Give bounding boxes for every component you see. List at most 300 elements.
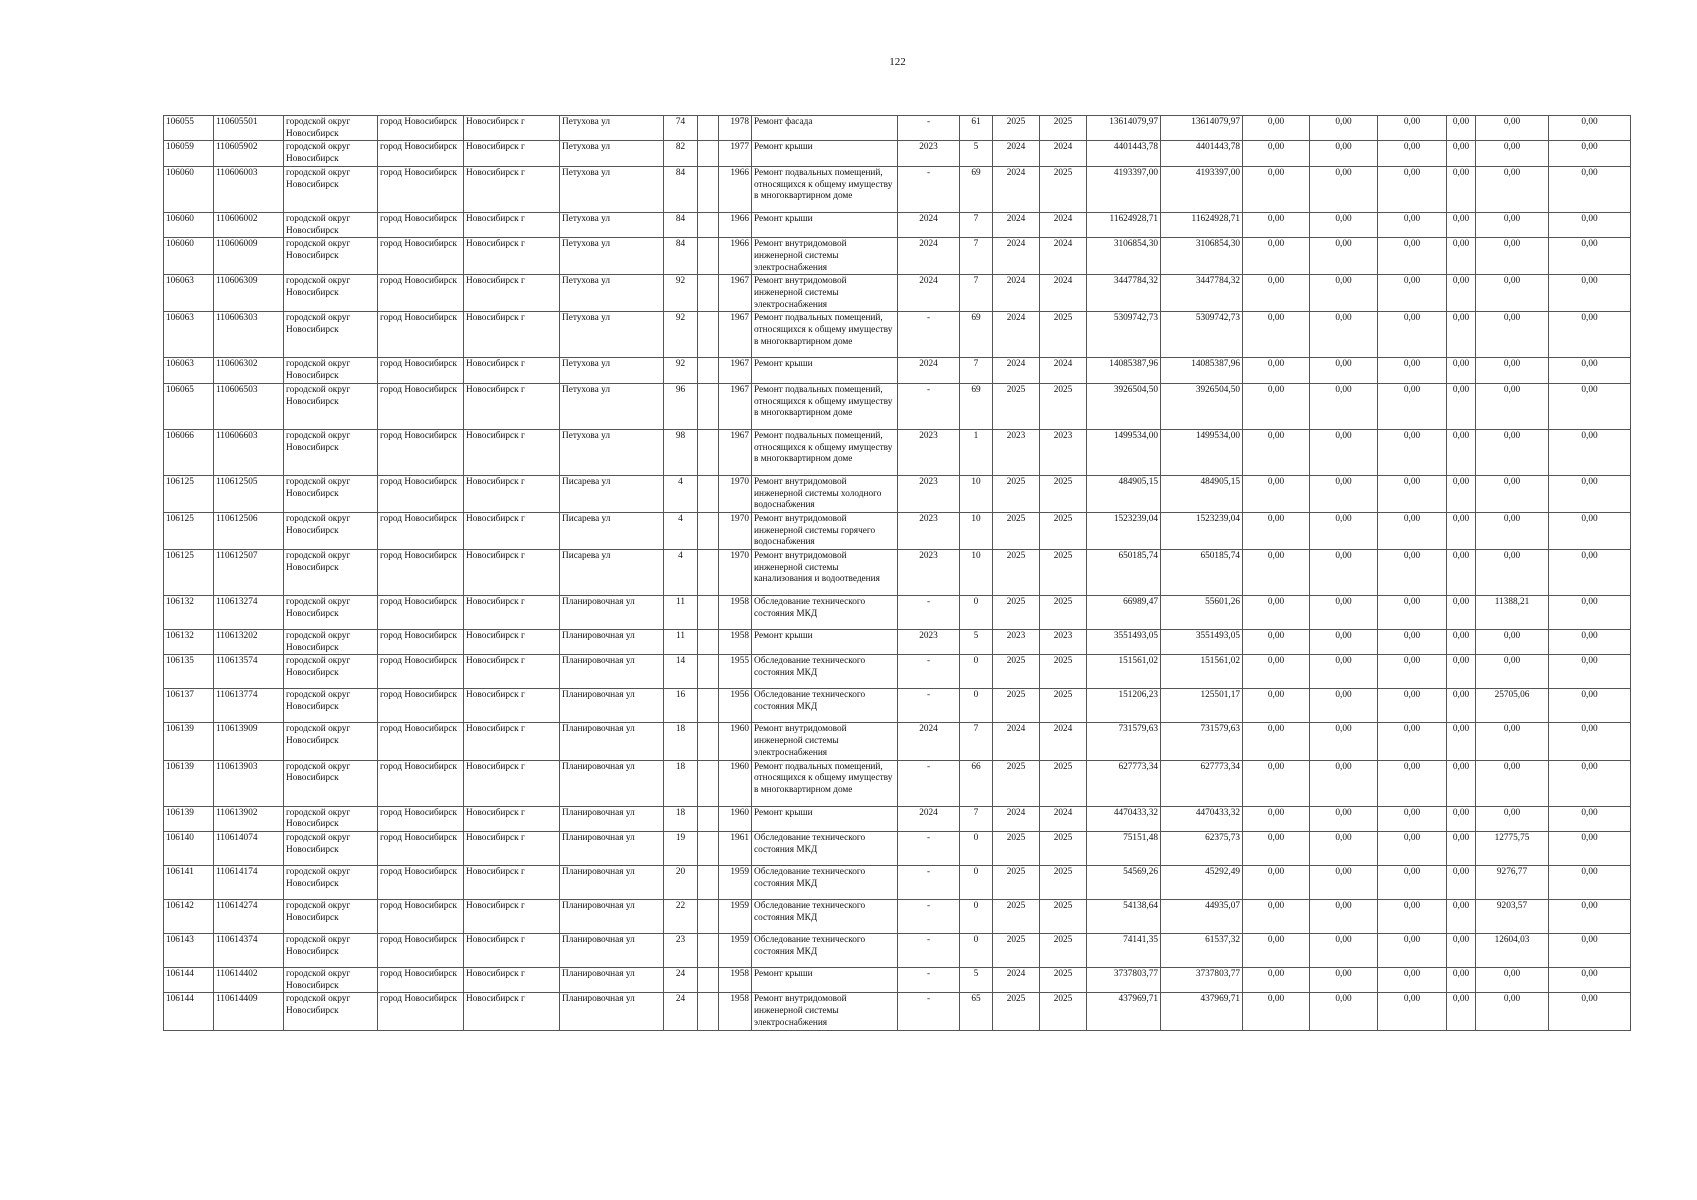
federal-cost-cell: 0,00 xyxy=(1243,238,1310,275)
municipality-cell: городской округ Новосибирск xyxy=(284,899,378,933)
table-row xyxy=(164,383,1631,429)
regional-cost-cell: 0,00 xyxy=(1310,630,1378,655)
street-cell: Планировочная ул xyxy=(560,967,664,992)
building-cell xyxy=(698,806,719,831)
federal-cost-cell: 0,00 xyxy=(1243,166,1310,212)
extra-cost-cell: 0,00 xyxy=(1549,596,1631,630)
work-id-cell: 110605902 xyxy=(214,141,284,166)
work-type-cell: Ремонт внутридомовой инженерной системы горячего водоснабжения xyxy=(752,512,898,549)
fund-cost-cell: 627773,34 xyxy=(1161,760,1243,806)
table-row xyxy=(164,630,1631,655)
start-year-cell: 2025 xyxy=(993,899,1040,933)
start-year-cell: 2025 xyxy=(993,993,1040,1030)
start-year-cell: 2024 xyxy=(993,238,1040,275)
regional-cost-cell: 0,00 xyxy=(1310,475,1378,512)
work-type-cell: Ремонт крыши xyxy=(752,806,898,831)
other-cost-cell: 0,00 xyxy=(1447,723,1476,760)
municipality-cell: городской округ Новосибирск xyxy=(284,806,378,831)
work-id-cell: 110613202 xyxy=(214,630,284,655)
end-year-cell: 2025 xyxy=(1040,596,1087,630)
local-cost-cell: 0,00 xyxy=(1378,475,1447,512)
house-number-cell: 4 xyxy=(664,512,698,549)
regional-cost-cell: 0,00 xyxy=(1310,993,1378,1030)
municipality-cell: городской округ Новосибирск xyxy=(284,141,378,166)
table-row xyxy=(164,275,1631,312)
start-year-cell: 2024 xyxy=(993,312,1040,358)
year-built-cell: 1967 xyxy=(719,275,752,312)
extra-cost-cell: 0,00 xyxy=(1549,141,1631,166)
table-row xyxy=(164,596,1631,630)
year-built-cell: 1966 xyxy=(719,212,752,237)
street-cell: Петухова ул xyxy=(560,429,664,475)
house-id-cell: 106139 xyxy=(164,806,214,831)
settlement-cell: город Новосибирск xyxy=(378,429,464,475)
work-type-cell: Ремонт внутридомовой инженерной системы канализования и водоотведения xyxy=(752,550,898,596)
other-cost-cell: 0,00 xyxy=(1447,689,1476,723)
building-cell xyxy=(698,689,719,723)
end-year-cell: 2024 xyxy=(1040,212,1087,237)
municipality-cell: городской округ Новосибирск xyxy=(284,512,378,549)
other-cost-cell: 0,00 xyxy=(1447,275,1476,312)
settlement-cell: город Новосибирск xyxy=(378,967,464,992)
fund-cost-cell: 4401443,78 xyxy=(1161,141,1243,166)
building-cell xyxy=(698,116,719,141)
owner-cost-cell: 0,00 xyxy=(1476,275,1549,312)
street-cell: Петухова ул xyxy=(560,358,664,383)
house-number-cell: 18 xyxy=(664,760,698,806)
end-year-cell: 2025 xyxy=(1040,383,1087,429)
year-built-cell: 1967 xyxy=(719,358,752,383)
work-type-cell: Обследование технического состояния МКД xyxy=(752,831,898,865)
table-row xyxy=(164,238,1631,275)
regional-cost-cell: 0,00 xyxy=(1310,212,1378,237)
wear-percent-cell: 69 xyxy=(960,312,993,358)
locality-cell: Новосибирск г xyxy=(464,275,560,312)
table-row xyxy=(164,429,1631,475)
wear-percent-cell: 5 xyxy=(960,967,993,992)
federal-cost-cell: 0,00 xyxy=(1243,429,1310,475)
owner-cost-cell: 0,00 xyxy=(1476,806,1549,831)
local-cost-cell: 0,00 xyxy=(1378,383,1447,429)
fund-cost-cell: 3926504,50 xyxy=(1161,383,1243,429)
table-body xyxy=(164,116,1631,1031)
regional-cost-cell: 0,00 xyxy=(1310,831,1378,865)
work-id-cell: 110614409 xyxy=(214,993,284,1030)
federal-cost-cell: 0,00 xyxy=(1243,993,1310,1030)
regional-cost-cell: 0,00 xyxy=(1310,141,1378,166)
house-id-cell: 106065 xyxy=(164,383,214,429)
start-year-cell: 2025 xyxy=(993,865,1040,899)
building-cell xyxy=(698,831,719,865)
other-cost-cell: 0,00 xyxy=(1447,630,1476,655)
extra-cost-cell: 0,00 xyxy=(1549,358,1631,383)
municipality-cell: городской округ Новосибирск xyxy=(284,429,378,475)
total-cost-cell: 4401443,78 xyxy=(1087,141,1161,166)
start-year-cell: 2025 xyxy=(993,689,1040,723)
last-repair-year-cell: 2024 xyxy=(898,275,960,312)
work-id-cell: 110614074 xyxy=(214,831,284,865)
house-number-cell: 96 xyxy=(664,383,698,429)
extra-cost-cell: 0,00 xyxy=(1549,312,1631,358)
owner-cost-cell: 0,00 xyxy=(1476,358,1549,383)
federal-cost-cell: 0,00 xyxy=(1243,899,1310,933)
total-cost-cell: 484905,15 xyxy=(1087,475,1161,512)
house-id-cell: 106055 xyxy=(164,116,214,141)
work-id-cell: 110606003 xyxy=(214,166,284,212)
settlement-cell: город Новосибирск xyxy=(378,312,464,358)
extra-cost-cell: 0,00 xyxy=(1549,899,1631,933)
municipality-cell: городской округ Новосибирск xyxy=(284,475,378,512)
extra-cost-cell: 0,00 xyxy=(1549,475,1631,512)
end-year-cell: 2024 xyxy=(1040,358,1087,383)
municipality-cell: городской округ Новосибирск xyxy=(284,550,378,596)
total-cost-cell: 11624928,71 xyxy=(1087,212,1161,237)
end-year-cell: 2025 xyxy=(1040,865,1087,899)
building-cell xyxy=(698,166,719,212)
year-built-cell: 1960 xyxy=(719,760,752,806)
total-cost-cell: 650185,74 xyxy=(1087,550,1161,596)
regional-cost-cell: 0,00 xyxy=(1310,312,1378,358)
owner-cost-cell: 0,00 xyxy=(1476,475,1549,512)
owner-cost-cell: 0,00 xyxy=(1476,512,1549,549)
table-row xyxy=(164,116,1631,141)
end-year-cell: 2023 xyxy=(1040,429,1087,475)
federal-cost-cell: 0,00 xyxy=(1243,865,1310,899)
building-cell xyxy=(698,655,719,689)
total-cost-cell: 54138,64 xyxy=(1087,899,1161,933)
wear-percent-cell: 7 xyxy=(960,806,993,831)
federal-cost-cell: 0,00 xyxy=(1243,212,1310,237)
table-row xyxy=(164,933,1631,967)
extra-cost-cell: 0,00 xyxy=(1549,831,1631,865)
settlement-cell: город Новосибирск xyxy=(378,865,464,899)
municipality-cell: городской округ Новосибирск xyxy=(284,865,378,899)
start-year-cell: 2025 xyxy=(993,655,1040,689)
fund-cost-cell: 1523239,04 xyxy=(1161,512,1243,549)
end-year-cell: 2024 xyxy=(1040,723,1087,760)
settlement-cell: город Новосибирск xyxy=(378,512,464,549)
house-number-cell: 19 xyxy=(664,831,698,865)
owner-cost-cell: 0,00 xyxy=(1476,116,1549,141)
other-cost-cell: 0,00 xyxy=(1447,475,1476,512)
end-year-cell: 2025 xyxy=(1040,760,1087,806)
table-row xyxy=(164,865,1631,899)
street-cell: Планировочная ул xyxy=(560,596,664,630)
settlement-cell: город Новосибирск xyxy=(378,993,464,1030)
fund-cost-cell: 731579,63 xyxy=(1161,723,1243,760)
building-cell xyxy=(698,967,719,992)
total-cost-cell: 3737803,77 xyxy=(1087,967,1161,992)
year-built-cell: 1978 xyxy=(719,116,752,141)
locality-cell: Новосибирск г xyxy=(464,358,560,383)
fund-cost-cell: 4470433,32 xyxy=(1161,806,1243,831)
building-cell xyxy=(698,212,719,237)
table-row xyxy=(164,475,1631,512)
work-id-cell: 110606009 xyxy=(214,238,284,275)
settlement-cell: город Новосибирск xyxy=(378,141,464,166)
building-cell xyxy=(698,141,719,166)
locality-cell: Новосибирск г xyxy=(464,967,560,992)
house-id-cell: 106063 xyxy=(164,275,214,312)
year-built-cell: 1956 xyxy=(719,689,752,723)
federal-cost-cell: 0,00 xyxy=(1243,806,1310,831)
building-cell xyxy=(698,596,719,630)
year-built-cell: 1977 xyxy=(719,141,752,166)
fund-cost-cell: 13614079,97 xyxy=(1161,116,1243,141)
fund-cost-cell: 3106854,30 xyxy=(1161,238,1243,275)
work-type-cell: Обследование технического состояния МКД xyxy=(752,596,898,630)
wear-percent-cell: 0 xyxy=(960,655,993,689)
start-year-cell: 2025 xyxy=(993,383,1040,429)
locality-cell: Новосибирск г xyxy=(464,116,560,141)
regional-cost-cell: 0,00 xyxy=(1310,116,1378,141)
start-year-cell: 2025 xyxy=(993,512,1040,549)
table-row xyxy=(164,141,1631,166)
house-id-cell: 106125 xyxy=(164,475,214,512)
regional-cost-cell: 0,00 xyxy=(1310,383,1378,429)
street-cell: Писарева ул xyxy=(560,475,664,512)
building-cell xyxy=(698,899,719,933)
extra-cost-cell: 0,00 xyxy=(1549,689,1631,723)
house-number-cell: 4 xyxy=(664,550,698,596)
last-repair-year-cell: 2023 xyxy=(898,141,960,166)
settlement-cell: город Новосибирск xyxy=(378,630,464,655)
building-cell xyxy=(698,512,719,549)
wear-percent-cell: 10 xyxy=(960,512,993,549)
year-built-cell: 1959 xyxy=(719,865,752,899)
house-id-cell: 106132 xyxy=(164,596,214,630)
wear-percent-cell: 61 xyxy=(960,116,993,141)
settlement-cell: город Новосибирск xyxy=(378,212,464,237)
other-cost-cell: 0,00 xyxy=(1447,831,1476,865)
work-id-cell: 110612507 xyxy=(214,550,284,596)
last-repair-year-cell: - xyxy=(898,933,960,967)
work-id-cell: 110613902 xyxy=(214,806,284,831)
house-id-cell: 106135 xyxy=(164,655,214,689)
house-number-cell: 84 xyxy=(664,166,698,212)
fund-cost-cell: 3737803,77 xyxy=(1161,967,1243,992)
extra-cost-cell: 0,00 xyxy=(1549,993,1631,1030)
municipality-cell: городской округ Новосибирск xyxy=(284,655,378,689)
house-id-cell: 106060 xyxy=(164,212,214,237)
extra-cost-cell: 0,00 xyxy=(1549,760,1631,806)
street-cell: Планировочная ул xyxy=(560,760,664,806)
settlement-cell: город Новосибирск xyxy=(378,550,464,596)
start-year-cell: 2024 xyxy=(993,723,1040,760)
fund-cost-cell: 55601,26 xyxy=(1161,596,1243,630)
total-cost-cell: 4193397,00 xyxy=(1087,166,1161,212)
federal-cost-cell: 0,00 xyxy=(1243,475,1310,512)
year-built-cell: 1958 xyxy=(719,596,752,630)
street-cell: Планировочная ул xyxy=(560,689,664,723)
extra-cost-cell: 0,00 xyxy=(1549,865,1631,899)
work-id-cell: 110614274 xyxy=(214,899,284,933)
end-year-cell: 2025 xyxy=(1040,689,1087,723)
local-cost-cell: 0,00 xyxy=(1378,993,1447,1030)
house-number-cell: 98 xyxy=(664,429,698,475)
work-type-cell: Обследование технического состояния МКД xyxy=(752,933,898,967)
municipality-cell: городской округ Новосибирск xyxy=(284,116,378,141)
table-row xyxy=(164,967,1631,992)
work-type-cell: Ремонт подвальных помещений, относящихся к общему имуществу в многоквартирном доме xyxy=(752,312,898,358)
house-number-cell: 84 xyxy=(664,212,698,237)
wear-percent-cell: 0 xyxy=(960,933,993,967)
house-id-cell: 106125 xyxy=(164,512,214,549)
locality-cell: Новосибирск г xyxy=(464,933,560,967)
extra-cost-cell: 0,00 xyxy=(1549,383,1631,429)
municipality-cell: городской округ Новосибирск xyxy=(284,831,378,865)
last-repair-year-cell: 2023 xyxy=(898,550,960,596)
last-repair-year-cell: 2024 xyxy=(898,806,960,831)
year-built-cell: 1970 xyxy=(719,550,752,596)
local-cost-cell: 0,00 xyxy=(1378,655,1447,689)
house-id-cell: 106063 xyxy=(164,312,214,358)
street-cell: Писарева ул xyxy=(560,512,664,549)
settlement-cell: город Новосибирск xyxy=(378,760,464,806)
federal-cost-cell: 0,00 xyxy=(1243,967,1310,992)
settlement-cell: город Новосибирск xyxy=(378,116,464,141)
owner-cost-cell: 0,00 xyxy=(1476,967,1549,992)
work-id-cell: 110612506 xyxy=(214,512,284,549)
work-id-cell: 110605501 xyxy=(214,116,284,141)
start-year-cell: 2024 xyxy=(993,275,1040,312)
house-number-cell: 11 xyxy=(664,630,698,655)
building-cell xyxy=(698,275,719,312)
owner-cost-cell: 12604,03 xyxy=(1476,933,1549,967)
other-cost-cell: 0,00 xyxy=(1447,933,1476,967)
table-row xyxy=(164,550,1631,596)
fund-cost-cell: 45292,49 xyxy=(1161,865,1243,899)
end-year-cell: 2025 xyxy=(1040,967,1087,992)
local-cost-cell: 0,00 xyxy=(1378,689,1447,723)
other-cost-cell: 0,00 xyxy=(1447,116,1476,141)
building-cell xyxy=(698,475,719,512)
house-number-cell: 18 xyxy=(664,723,698,760)
last-repair-year-cell: - xyxy=(898,116,960,141)
federal-cost-cell: 0,00 xyxy=(1243,723,1310,760)
end-year-cell: 2025 xyxy=(1040,116,1087,141)
table-row xyxy=(164,166,1631,212)
municipality-cell: городской округ Новосибирск xyxy=(284,312,378,358)
settlement-cell: город Новосибирск xyxy=(378,831,464,865)
municipality-cell: городской округ Новосибирск xyxy=(284,933,378,967)
wear-percent-cell: 1 xyxy=(960,429,993,475)
work-type-cell: Ремонт подвальных помещений, относящихся к общему имуществу в многоквартирном доме xyxy=(752,429,898,475)
street-cell: Планировочная ул xyxy=(560,630,664,655)
federal-cost-cell: 0,00 xyxy=(1243,312,1310,358)
work-type-cell: Обследование технического состояния МКД xyxy=(752,899,898,933)
settlement-cell: город Новосибирск xyxy=(378,238,464,275)
house-number-cell: 14 xyxy=(664,655,698,689)
total-cost-cell: 1499534,00 xyxy=(1087,429,1161,475)
wear-percent-cell: 66 xyxy=(960,760,993,806)
work-type-cell: Ремонт подвальных помещений, относящихся к общему имуществу в многоквартирном доме xyxy=(752,760,898,806)
house-number-cell: 23 xyxy=(664,933,698,967)
settlement-cell: город Новосибирск xyxy=(378,475,464,512)
house-number-cell: 4 xyxy=(664,475,698,512)
settlement-cell: город Новосибирск xyxy=(378,596,464,630)
work-type-cell: Ремонт внутридомовой инженерной системы электроснабжения xyxy=(752,723,898,760)
regional-cost-cell: 0,00 xyxy=(1310,275,1378,312)
municipality-cell: городской округ Новосибирск xyxy=(284,166,378,212)
fund-cost-cell: 1499534,00 xyxy=(1161,429,1243,475)
house-id-cell: 106125 xyxy=(164,550,214,596)
settlement-cell: город Новосибирск xyxy=(378,655,464,689)
house-id-cell: 106137 xyxy=(164,689,214,723)
locality-cell: Новосибирск г xyxy=(464,212,560,237)
table-row xyxy=(164,358,1631,383)
other-cost-cell: 0,00 xyxy=(1447,238,1476,275)
owner-cost-cell: 0,00 xyxy=(1476,630,1549,655)
table-row xyxy=(164,512,1631,549)
start-year-cell: 2024 xyxy=(993,358,1040,383)
start-year-cell: 2025 xyxy=(993,596,1040,630)
work-id-cell: 110614402 xyxy=(214,967,284,992)
fund-cost-cell: 3447784,32 xyxy=(1161,275,1243,312)
local-cost-cell: 0,00 xyxy=(1378,275,1447,312)
street-cell: Петухова ул xyxy=(560,166,664,212)
settlement-cell: город Новосибирск xyxy=(378,358,464,383)
street-cell: Петухова ул xyxy=(560,383,664,429)
street-cell: Петухова ул xyxy=(560,238,664,275)
work-id-cell: 110613909 xyxy=(214,723,284,760)
local-cost-cell: 0,00 xyxy=(1378,596,1447,630)
wear-percent-cell: 0 xyxy=(960,899,993,933)
municipality-cell: городской округ Новосибирск xyxy=(284,630,378,655)
start-year-cell: 2025 xyxy=(993,760,1040,806)
start-year-cell: 2023 xyxy=(993,429,1040,475)
work-id-cell: 110613774 xyxy=(214,689,284,723)
last-repair-year-cell: 2024 xyxy=(898,212,960,237)
work-id-cell: 110606503 xyxy=(214,383,284,429)
extra-cost-cell: 0,00 xyxy=(1549,550,1631,596)
fund-cost-cell: 14085387,96 xyxy=(1161,358,1243,383)
start-year-cell: 2025 xyxy=(993,933,1040,967)
other-cost-cell: 0,00 xyxy=(1447,383,1476,429)
last-repair-year-cell: - xyxy=(898,166,960,212)
building-cell xyxy=(698,760,719,806)
owner-cost-cell: 25705,06 xyxy=(1476,689,1549,723)
federal-cost-cell: 0,00 xyxy=(1243,831,1310,865)
year-built-cell: 1960 xyxy=(719,806,752,831)
building-cell xyxy=(698,358,719,383)
last-repair-year-cell: - xyxy=(898,760,960,806)
locality-cell: Новосибирск г xyxy=(464,596,560,630)
local-cost-cell: 0,00 xyxy=(1378,141,1447,166)
wear-percent-cell: 69 xyxy=(960,383,993,429)
federal-cost-cell: 0,00 xyxy=(1243,630,1310,655)
last-repair-year-cell: - xyxy=(898,865,960,899)
extra-cost-cell: 0,00 xyxy=(1549,275,1631,312)
wear-percent-cell: 10 xyxy=(960,475,993,512)
municipality-cell: городской округ Новосибирск xyxy=(284,689,378,723)
building-cell xyxy=(698,238,719,275)
table-row xyxy=(164,723,1631,760)
owner-cost-cell: 0,00 xyxy=(1476,141,1549,166)
street-cell: Петухова ул xyxy=(560,312,664,358)
table-row xyxy=(164,899,1631,933)
settlement-cell: город Новосибирск xyxy=(378,166,464,212)
federal-cost-cell: 0,00 xyxy=(1243,275,1310,312)
local-cost-cell: 0,00 xyxy=(1378,760,1447,806)
locality-cell: Новосибирск г xyxy=(464,655,560,689)
wear-percent-cell: 0 xyxy=(960,689,993,723)
total-cost-cell: 437969,71 xyxy=(1087,993,1161,1030)
federal-cost-cell: 0,00 xyxy=(1243,512,1310,549)
table-row xyxy=(164,655,1631,689)
house-id-cell: 106142 xyxy=(164,899,214,933)
end-year-cell: 2025 xyxy=(1040,512,1087,549)
